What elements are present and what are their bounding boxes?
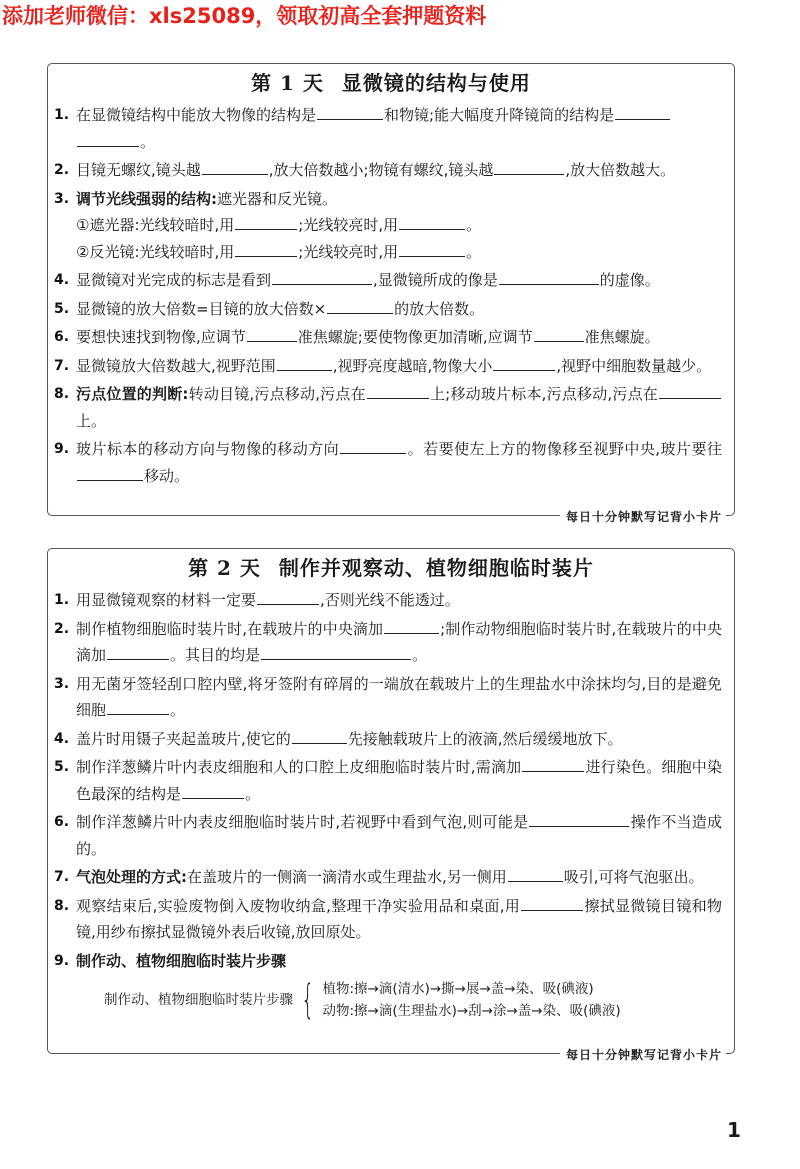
list-item — [54, 267, 722, 294]
item-text: 的虚像。 — [599, 271, 660, 289]
item-text: 目镜无螺纹,镜头越 — [76, 161, 201, 179]
item-text: 。 — [140, 132, 156, 151]
list-item — [54, 186, 722, 266]
list-item — [54, 102, 722, 155]
day1-title — [48, 64, 734, 100]
answer-blank[interactable] — [202, 157, 268, 175]
answer-blank[interactable] — [235, 212, 297, 230]
list-item — [54, 893, 722, 946]
page-number: 1 — [727, 1118, 741, 1142]
item-text: 准焦螺旋。 — [584, 328, 660, 346]
item-text: 上。 — [76, 411, 107, 430]
answer-blank[interactable] — [367, 381, 429, 399]
list-item — [54, 616, 722, 669]
item-number: 6. — [54, 814, 70, 830]
answer-blank[interactable] — [292, 726, 347, 744]
answer-blank[interactable] — [277, 353, 332, 371]
day2-title-day: 第 2 天 — [188, 556, 261, 580]
item-number: 2. — [54, 620, 70, 637]
item-text: ,视野中细胞数量越少。 — [556, 356, 712, 375]
answer-blank[interactable] — [327, 296, 393, 314]
answer-blank[interactable] — [272, 267, 372, 285]
answer-blank[interactable] — [521, 893, 583, 911]
item-text: 显微镜对光完成的标志是看到 — [76, 271, 272, 289]
answer-blank[interactable] — [522, 754, 584, 772]
item-text: 显微镜放大倍数越大,视野范围 — [76, 356, 276, 375]
card-footer: 每日十分钟默写记背小卡片 — [560, 1046, 726, 1063]
answer-blank[interactable] — [399, 212, 465, 230]
item-text: 。 — [245, 784, 261, 803]
item-text: ①遮光器:光线较暗时,用 — [76, 216, 235, 234]
item-text: 在显微镜结构中能放大物像的结构是 — [76, 106, 317, 124]
item-text: 准焦螺旋;要使物像更加清晰,应调节 — [297, 328, 533, 346]
item-text: ,否则光线不能透过。 — [320, 591, 460, 609]
item-text: ;制作动物细胞临时装片时,在载玻片的中央滴加 — [76, 619, 722, 664]
day2-title — [48, 549, 734, 585]
answer-blank[interactable] — [493, 353, 555, 371]
answer-blank[interactable] — [182, 781, 244, 799]
answer-blank[interactable] — [340, 436, 406, 454]
item-text: 移动。 — [144, 466, 190, 485]
answer-blank[interactable] — [107, 697, 169, 715]
list-item — [54, 864, 722, 891]
item-number: 5. — [54, 759, 70, 775]
item-bold-text: 气泡处理的方式: — [76, 868, 187, 886]
item-bold-text: 制作动、植物细胞临时装片步骤 — [76, 951, 287, 970]
item-text: 和物镜;能大幅度升降镜筒的结构是 — [384, 106, 615, 124]
answer-blank[interactable] — [499, 267, 599, 285]
item-text: ,放大倍数越大。 — [565, 161, 676, 179]
item-number: 9. — [54, 952, 70, 969]
answer-blank[interactable] — [529, 809, 629, 827]
brace-icon: { — [301, 977, 315, 1023]
item-number: 8. — [54, 897, 70, 914]
answer-blank[interactable] — [317, 102, 383, 120]
item-text: 。其目的均是 — [170, 646, 261, 664]
item-text: 吸引,可将气泡驱出。 — [563, 868, 704, 886]
promo-banner: 添加老师微信：xls25089，领取初高全套押题资料 — [2, 4, 487, 28]
item-number: 7. — [54, 357, 70, 374]
list-item — [54, 587, 722, 614]
item-text: 。 — [412, 646, 428, 664]
item-text: 的放大倍数。 — [394, 299, 485, 318]
item-text: 制作洋葱鳞片叶内表皮细胞和人的口腔上皮细胞临时装片时,需滴加 — [76, 758, 522, 776]
steps-diagram — [104, 978, 722, 1022]
item-text: 。若要使左上方的物像移至视野中央,玻片要往 — [407, 440, 722, 458]
item-text: ,放大倍数越小;物镜有螺纹,镜头越 — [268, 161, 494, 179]
answer-blank[interactable] — [615, 102, 670, 120]
answer-blank[interactable] — [257, 587, 319, 605]
item-number: 8. — [54, 386, 70, 402]
item-text: 盖片时用镊子夹起盖玻片,使它的 — [76, 729, 291, 748]
item-bold-text: 污点位置的判断: — [76, 385, 189, 403]
item-number: 2. — [54, 162, 70, 178]
list-item — [54, 726, 722, 753]
item-number: 9. — [54, 441, 70, 457]
item-text: 玻片标本的移动方向与物像的移动方向 — [76, 440, 340, 458]
item-text: 在盖玻片的一侧滴一滴清水或生理盐水,另一侧用 — [187, 868, 507, 886]
item-number: 7. — [54, 869, 70, 885]
item-bold-text: 调节光线强弱的结构: — [76, 189, 217, 208]
answer-blank[interactable] — [508, 864, 563, 882]
item-text: 要想快速找到物像,应调节 — [76, 328, 246, 346]
answer-blank[interactable] — [247, 324, 297, 342]
item-text: 制作洋葱鳞片叶内表皮细胞临时装片时,若视野中看到气泡,则可能是 — [76, 813, 529, 831]
day1-card — [47, 63, 735, 524]
answer-blank[interactable] — [534, 324, 584, 342]
item-number: 3. — [54, 190, 70, 207]
item-text: 遮光器和反光镜。 — [217, 189, 338, 208]
item-text: 转动目镜,污点移动,污点在 — [188, 385, 366, 403]
item-text: 擦拭显微镜目镜和物镜,用纱布擦拭显微镜外表后收镜,放回原处。 — [76, 896, 722, 941]
day2-title-text: 制作并观察动、植物细胞临时装片 — [278, 556, 594, 580]
item-text: 用显微镜观察的材料一定要 — [76, 591, 257, 609]
list-item — [54, 436, 722, 489]
answer-blank[interactable] — [77, 129, 139, 147]
item-text: 先接触载玻片上的液滴,然后缓缓地放下。 — [347, 729, 623, 748]
item-number: 5. — [54, 300, 70, 317]
answer-blank[interactable] — [77, 463, 143, 481]
item-number: 6. — [54, 329, 70, 345]
item-text: 上;移动玻片标本,污点移动,污点在 — [429, 385, 659, 403]
list-item — [54, 324, 722, 351]
list-item — [54, 809, 722, 862]
sub-item — [76, 212, 722, 239]
item-text: 。 — [170, 701, 186, 719]
item-number: 4. — [54, 730, 70, 747]
item-text: ;光线较亮时,用 — [298, 242, 399, 261]
item-text: ,显微镜所成的像是 — [373, 271, 498, 289]
answer-blank[interactable] — [494, 157, 564, 175]
steps-plant: 植物:擦→滴(清水)→撕→展→盖→染、吸(碘液) — [322, 981, 594, 997]
list-item — [54, 157, 722, 184]
answer-blank[interactable] — [261, 642, 411, 660]
list-item — [54, 381, 722, 434]
list-item — [54, 353, 722, 380]
item-text: 。 — [466, 242, 482, 261]
item-text: 观察结束后,实验废物倒入废物收纳盒,整理干净实验用品和桌面,用 — [76, 896, 521, 915]
day2-card — [47, 548, 735, 1062]
item-text: 制作植物细胞临时装片时,在载玻片的中央滴加 — [76, 619, 384, 638]
list-item — [54, 948, 722, 975]
item-text: ,视野亮度越暗,物像大小 — [332, 356, 493, 375]
answer-blank[interactable] — [659, 381, 721, 399]
answer-blank[interactable] — [107, 642, 169, 660]
sub-item — [76, 239, 722, 266]
answer-blank[interactable] — [384, 616, 439, 634]
item-text: 用无菌牙签轻刮口腔内壁,将牙签附有碎屑的一端放在载玻片上的生理盐水中涂抹均匀,目的是避免细胞 — [76, 674, 722, 719]
card-footer: 每日十分钟默写记背小卡片 — [560, 508, 726, 525]
answer-blank[interactable] — [235, 239, 297, 257]
steps-label: 制作动、植物细胞临时装片步骤 — [104, 992, 293, 1008]
item-number: 3. — [54, 675, 70, 692]
list-item — [54, 296, 722, 323]
list-item — [54, 671, 722, 724]
item-text: 进行染色。细胞中染色最深的结构是 — [76, 758, 722, 803]
list-item — [54, 754, 722, 807]
item-number: 1. — [54, 592, 70, 608]
steps-animal: 动物:擦→滴(生理盐水)→刮→涂→盖→染、吸(碘液) — [322, 1003, 621, 1019]
item-text: 操作不当造成的。 — [76, 813, 722, 858]
item-number: 1. — [54, 107, 70, 123]
answer-blank[interactable] — [399, 239, 465, 257]
item-text: ;光线较亮时,用 — [298, 216, 399, 234]
day1-title-day: 第 1 天 — [251, 71, 324, 95]
item-text: 显微镜的放大倍数=目镜的放大倍数× — [76, 299, 327, 318]
item-text: 。 — [466, 216, 482, 234]
day1-title-text: 显微镜的结构与使用 — [341, 71, 531, 95]
item-number: 4. — [54, 272, 70, 288]
item-text: ②反光镜:光线较暗时,用 — [76, 242, 235, 261]
